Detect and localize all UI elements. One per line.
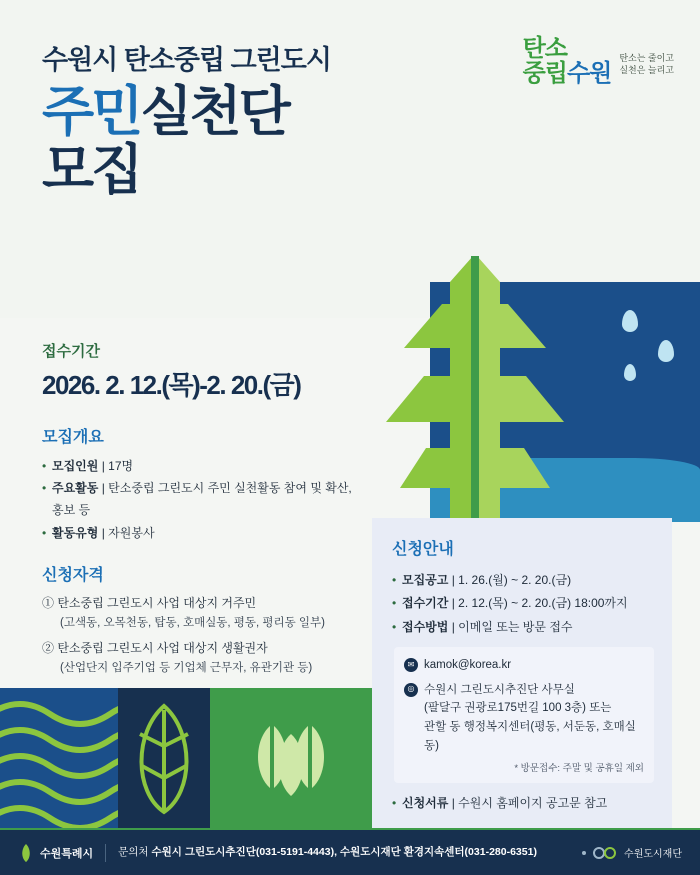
footer-right-label: 수원도시재단 (624, 849, 682, 860)
apply-row-label: 접수기간 (402, 596, 449, 611)
overview-list (42, 455, 362, 544)
email-row (404, 656, 644, 674)
headline-line-2 (42, 81, 522, 142)
footer-right (582, 845, 682, 860)
headline-line-2-rest: 실천단 (140, 81, 288, 142)
overview-item-value: 탄소중립 그린도시 주민 실천활동 참여 및 확산, 홍보 등 (52, 481, 352, 518)
footer-contact-1: 수원시 그린도시추진단(031-5191-4443), (151, 845, 337, 858)
qualification-item-sub: (고색동, 오목천동, 탑동, 호매실동, 평동, 평리동 일부) (60, 617, 325, 630)
logo-line-2-blue: 수원 (566, 60, 612, 88)
water-drop-icon (624, 364, 636, 381)
foundation-logo-icon (592, 847, 618, 859)
brand-logo (523, 36, 674, 86)
overview-item-value: 17명 (108, 459, 134, 473)
list-item: • 주요활동 | 탄소중립 그린도시 주민 실천활동 참여 및 확산, 홍보 등 (42, 477, 362, 521)
logo-line-2 (523, 61, 612, 86)
list-item: • 접수방법 | 이메일 또는 방문 접수 (392, 616, 654, 639)
leaf-cluster-icon (210, 688, 372, 828)
overview-item-label: 주요활동 (52, 481, 99, 496)
qualification-item-sub: (산업단지 입주기업 등 기업체 근무자, 유관기관 등) (60, 662, 313, 675)
logo-line-1: 탄소 (522, 35, 567, 62)
artwork-wave-block (0, 688, 118, 828)
period-label: 접수기간 (42, 343, 100, 360)
logo-wordmark (523, 36, 612, 86)
footer-city-label: 수원특례시 (40, 847, 94, 860)
page-title (42, 46, 522, 199)
headline-line-1: 수원시 탄소중립 그린도시 (42, 45, 331, 75)
list-item: • 모집인원 | 17명 (42, 455, 362, 477)
apply-info-panel (372, 518, 672, 828)
leaf-outline-icon (118, 688, 210, 828)
qualification-item-main: ② 탄소중립 그린도시 사업 대상지 생활권자 (42, 640, 268, 655)
footer (0, 828, 700, 875)
list-item: • 접수기간 | 2. 12.(목) ~ 2. 20.(금) 18:00까지 (392, 592, 654, 615)
apply-row-value: 이메일 또는 방문 접수 (458, 619, 573, 634)
leaf-icon (370, 252, 580, 522)
overview-item-label: 활동유형 (52, 525, 99, 540)
apply-row-value: 1. 26.(월) ~ 2. 20.(금) (458, 573, 572, 587)
envelope-icon: ✉ (404, 658, 418, 672)
visit-note: * 방문접수: 주말 및 공휴일 제외 (514, 762, 644, 774)
overview-item-value: 자원봉사 (108, 525, 155, 540)
footer-dot-icon (582, 851, 586, 855)
documents-label: 신청서류 (402, 795, 449, 810)
headline-line-2-accent: 주민 (42, 81, 141, 142)
main-content (42, 340, 362, 683)
list-item: • 모집공고 | 1. 26.(월) ~ 2. 20.(금) (392, 569, 654, 592)
address-sub-1: (팔달구 권광로175번길 100 3층) 또는 (424, 701, 612, 714)
logo-tagline-line-1: 탄소는 줄이고 (619, 53, 674, 64)
logo-line-2-green: 중립 (522, 60, 567, 88)
documents-value: 수원시 홈페이지 공고문 참고 (458, 795, 608, 810)
logo-tagline (619, 46, 674, 76)
footer-contact-2: 수원도시재단 환경지속센터(031-280-6351) (339, 845, 537, 858)
footer-divider (105, 844, 106, 862)
footer-contacts (118, 846, 537, 860)
contact-card (394, 647, 654, 783)
address-row (404, 681, 644, 699)
footer-inquiry-label: 문의처 (118, 845, 149, 858)
apply-row-value: 2. 12.(목) ~ 2. 20.(금) 18:00까지 (458, 596, 628, 611)
footer-brand (18, 843, 93, 863)
wave-pattern-icon (0, 688, 118, 828)
qualification-title: 신청자격 (42, 566, 104, 584)
headline-line-3: 모집 (42, 140, 141, 201)
apply-row-label: 모집공고 (402, 573, 449, 587)
address-sub-2: 관할 동 행정복지센터(평동, 서둔동, 호매실동) (424, 720, 636, 752)
apply-list (392, 569, 654, 639)
overview-item-label: 모집인원 (52, 459, 99, 473)
list-item: • 활동유형 | 자원봉사 (42, 522, 362, 544)
email-value[interactable]: kamok@korea.kr (424, 659, 512, 672)
documents-row: • 신청서류 | 수원시 홈페이지 공고문 참고 (392, 793, 654, 815)
location-pin-icon: ◎ (404, 683, 418, 697)
logo-tagline-line-2: 실천은 늘리고 (619, 65, 674, 76)
overview-title: 모집개요 (42, 429, 104, 446)
qualification-item-main: ① 탄소중립 그린도시 사업 대상지 거주민 (42, 595, 257, 610)
artwork-leaf-dark-block (118, 688, 210, 828)
apply-title: 신청안내 (392, 541, 454, 558)
water-drop-icon (658, 340, 674, 362)
period-value: 2026. 2. 12.(목)-2. 20.(금) (42, 370, 301, 400)
water-drop-icon (622, 310, 638, 332)
artwork-leaf-green-block (210, 688, 372, 828)
apply-row-label: 접수방법 (402, 619, 449, 634)
address-main: 수원시 그린도시추진단 사무실 (424, 683, 575, 696)
city-emblem-icon (18, 843, 34, 863)
